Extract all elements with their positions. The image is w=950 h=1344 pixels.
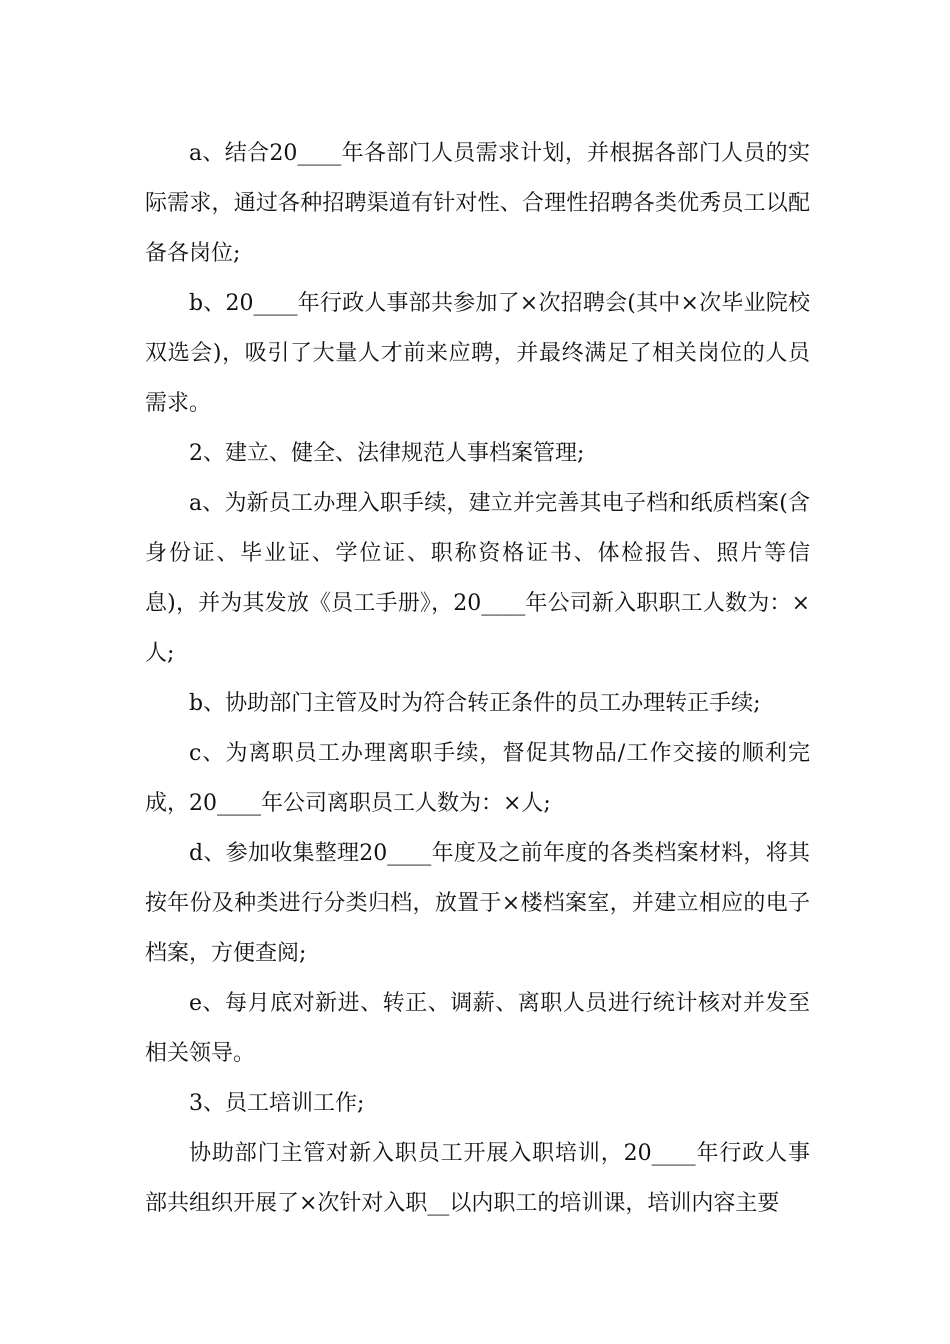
- paragraph-probation-conversion: b、协助部门主管及时为符合转正条件的员工办理转正手续;: [189, 691, 761, 716]
- paragraph-archiving: d、参加收集整理20____年度及之前年度的各类档案材料，将其按年份及种类进行分类归档，放置于×楼档案室，并建立相应的电子档案，方便查阅;: [145, 841, 810, 966]
- section-heading-personnel-files: 2、建立、健全、法律规范人事档案管理;: [189, 441, 585, 466]
- paragraph-onboarding: a、为新员工办理入职手续，建立并完善其电子档和纸质档案(含身份证、毕业证、学位证、职称资格证书、体检报告、照片等信息)，并为其发放《员工手册》，20____年公司新入职职工人数为：×人;: [145, 491, 810, 666]
- paragraph-recruitment-plan: a、结合20____年各部门人员需求计划，并根据各部门人员的实际需求，通过各种招聘渠道有针对性、合理性招聘各类优秀员工以配备各岗位;: [145, 141, 810, 266]
- paragraph-resignation: c、为离职员工办理离职手续，督促其物品/工作交接的顺利完成，20____年公司离职员工人数为：×人;: [145, 741, 810, 816]
- paragraph-monthly-statistics: e、每月底对新进、转正、调薪、离职人员进行统计核对并发至相关领导。: [145, 991, 810, 1066]
- section-heading-training: 3、员工培训工作;: [189, 1091, 365, 1116]
- paragraph-training-courses: 协助部门主管对新入职员工开展入职培训，20____年行政人事部共组织开展了×次针对入职__以内职工的培训课，培训内容主要: [145, 1141, 810, 1216]
- paragraph-job-fairs: b、20____年行政人事部共参加了×次招聘会(其中×次毕业院校双选会)，吸引了大量人才前来应聘，并最终满足了相关岗位的人员需求。: [145, 291, 810, 416]
- document-body: [145, 129, 810, 1229]
